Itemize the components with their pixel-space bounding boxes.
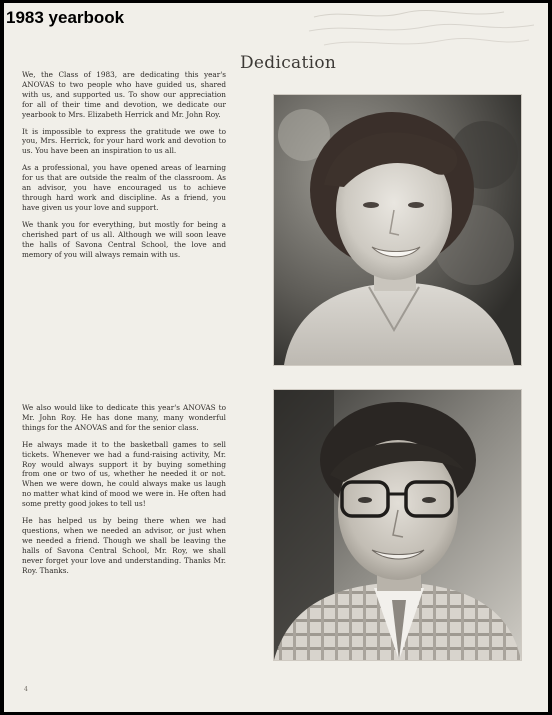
paragraph: We, the Class of 1983, are dedicating this year's ANOVAS to two people who have guided us, shared with us, and supported us. To show our appreciation for all of their time and devotion, we dedicate our yearbook to Mrs. Elizabeth Herrick and Mr. John Roy. bbox=[22, 70, 226, 119]
page-number: 4 bbox=[24, 686, 28, 693]
dedication-text-herrick bbox=[22, 70, 226, 266]
paragraph: As a professional, you have opened areas of learning for us that are outside the realm of the classroom. As an advisor, you have encouraged us to achieve through hard work and discipline. As a friend, you have given us your love and support. bbox=[22, 163, 226, 212]
page-title: Dedication bbox=[240, 53, 337, 73]
yearbook-page bbox=[4, 3, 548, 712]
image-caption-label: 1983 yearbook bbox=[6, 8, 125, 27]
paragraph: We also would like to dedicate this year's ANOVAS to Mr. John Roy. He has done many, many wonderful things for the ANOVAS and for the senior class. bbox=[22, 403, 226, 432]
show-through-handwriting bbox=[304, 7, 544, 67]
dedication-text-roy bbox=[22, 403, 226, 583]
paragraph: It is impossible to express the gratitude we owe to you, Mrs. Herrick, for your hard work and devotion to us. You have been an inspiration to us all. bbox=[22, 126, 226, 156]
photo-mrs-herrick bbox=[273, 94, 522, 366]
paragraph: We thank you for everything, but mostly for being a cherished part of us all. Although we will soon leave the halls of Savona Central School, the love and memory of you will always remain with us. bbox=[22, 219, 226, 259]
paragraph: He always made it to the basketball games to sell tickets. Whenever we had a fund-raising activity, Mr. Roy would always support it by buying something from one or two of us, whether he needed it or not. When we were down, he could always make us laugh no matter what kind of mood we were in. He often had some pretty good jokes to tell us! bbox=[22, 439, 226, 509]
paragraph: He has helped us by being there when we had questions, when we needed an advisor, or just when we needed a friend. Though we shall be leaving the halls of Savona Central School, Mr. Roy, we shall never forget your love and understanding. Thanks Mr. Roy. Thanks. bbox=[22, 516, 226, 575]
photo-mr-roy bbox=[273, 389, 522, 661]
